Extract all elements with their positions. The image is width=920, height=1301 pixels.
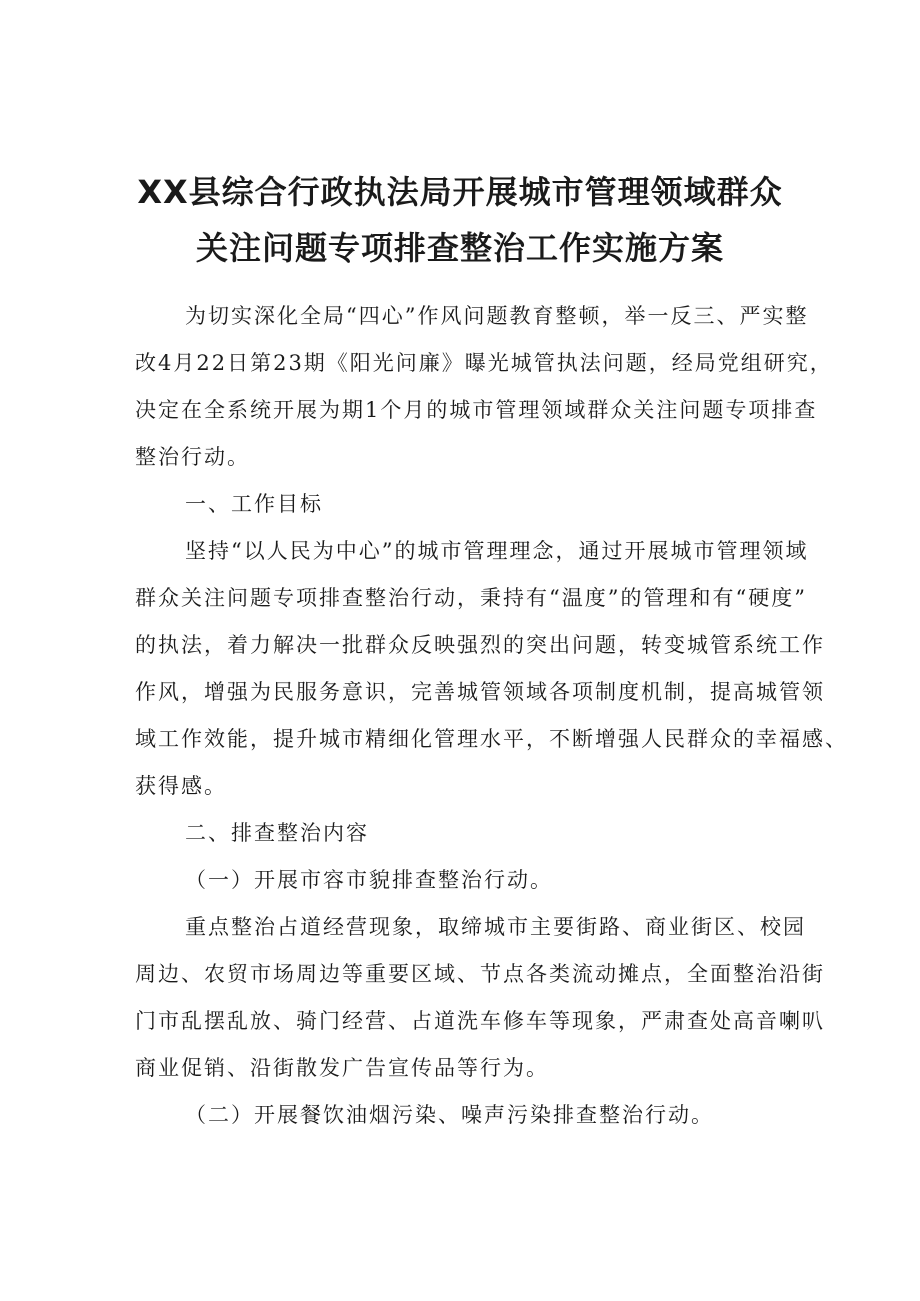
subsection-heading-1: （一）开展市容市貌排查整治行动。: [185, 868, 553, 892]
body-line-8: 作风，增强为民服务意识，完善城管领域各项制度机制，提高城管领: [135, 680, 825, 704]
body-line-12: 周边、农贸市场周边等重要区域、节点各类流动摊点，全面整治沿街: [135, 962, 825, 986]
body-line-2: 改4月22日第23期《阳光问廉》曝光城管执法问题，经局党组研究，: [135, 351, 833, 375]
section-heading-1: 一、工作目标: [185, 492, 323, 516]
section-heading-2: 二、排查整治内容: [185, 821, 369, 845]
body-line-1: 为切实深化全局“四心”作风问题教育整顿，举一反三、严实整: [185, 304, 809, 328]
body-line-3: 决定在全系统开展为期1个月的城市管理领域群众关注问题专项排查: [135, 398, 818, 422]
subsection-heading-2: （二）开展餐饮油烟污染、噪声污染排查整治行动。: [185, 1103, 714, 1127]
body-line-5: 坚持“以人民为中心”的城市管理理念，通过开展城市管理领域: [185, 539, 809, 563]
body-line-7: 的执法，着力解决一批群众反映强烈的突出问题，转变城管系统工作: [135, 633, 825, 657]
body-line-4: 整治行动。: [135, 445, 250, 469]
body-line-10: 获得感。: [135, 774, 227, 798]
body-line-6: 群众关注问题专项排查整治行动，秉持有“温度”的管理和有“硬度”: [135, 586, 807, 610]
document-title-line-1: XX县综合行政执法局开展城市管理领域群众: [137, 173, 783, 211]
document-title-line-2: 关注问题专项排查整治工作实施方案: [195, 229, 724, 267]
body-line-11: 重点整治占道经营现象，取缔城市主要街路、商业街区、校园: [185, 915, 806, 939]
body-line-9: 域工作效能，提升城市精细化管理水平，不断增强人民群众的幸福感、: [135, 727, 848, 751]
body-line-13: 门市乱摆乱放、骑门经营、占道洗车修车等现象，严肃查处高音喇叭: [135, 1009, 825, 1033]
body-line-14: 商业促销、沿街散发广告宣传品等行为。: [135, 1056, 549, 1080]
